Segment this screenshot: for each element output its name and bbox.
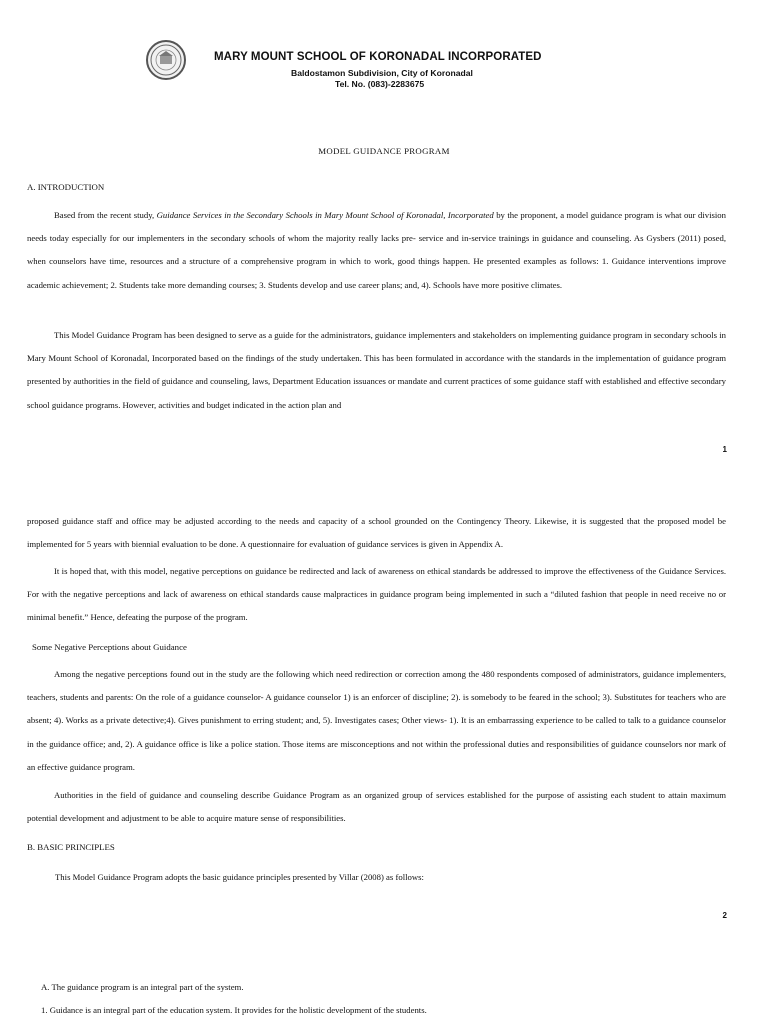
paragraph-basic-principles: This Model Guidance Program adopts the basic guidance principles presented by Villar (2008) as follows: [55, 872, 424, 882]
subheading-negative-perceptions: Some Negative Perceptions about Guidance [32, 642, 187, 652]
school-seal-icon [146, 40, 186, 80]
section-b-heading: B. BASIC PRINCIPLES [27, 842, 115, 852]
school-telephone: Tel. No. (083)-2283675 [335, 79, 425, 89]
intro-paragraph-1 [27, 204, 726, 297]
intro-p1-rest: by the proponent, a model guidance program is what our division needs today especially for our implementers in the secondary schools of whom the majority really lacks pre- service and in-service trainings in guidance and counseling. As Gysbers (2011) posed, when counselors have time, resources and a structure of a comprehensive program in which to work, good things happen. He presented examples as follows: 1. Guidance interventions improve academic achievement; 2. Students take more demanding courses; 3. Students develop and use career plans; and, 4). Schools have more positive climates. [27, 210, 726, 290]
section-a-heading: A. INTRODUCTION [27, 182, 105, 192]
school-name: MARY MOUNT SCHOOL OF KORONADAL INCORPORATED [214, 51, 542, 63]
page-number-1: 1 [722, 445, 727, 454]
intro-p1-lead: Based from the recent study, [54, 210, 157, 220]
paragraph-continued: proposed guidance staff and office may be adjusted according to the needs and capacity of a school grounded on the Contingency Theory. Likewise, it is suggested that the proposed model be implemented for 5 years with biennial evaluation to be done. A questionnaire for evaluation of guidance services is given in Appendix A. [27, 516, 726, 550]
school-address: Baldostamon Subdivision, City of Koronadal [291, 68, 473, 78]
paragraph-hope: It is hoped that, with this model, negative perceptions on guidance be redirected and lack of awareness on ethical standards be addressed to improve the effectiveness of the Guidance Services. For with the negative perceptions and lack of awareness on ethical standards cause malpractices in guidance program being implemented in such a “diluted fashion that people in need receive no or minimal benefit.” Hence, defeating the purpose of the program. [27, 566, 726, 623]
paragraph-negative-perceptions: Among the negative perceptions found out in the study are the following which need redirection or correction among the 480 respondents composed of administrators, guidance implementers, teachers, students and parents: On the role of a guidance counselor- A guidance counselor 1) is an enforcer of discipline; 2). is somebody to be feared in the school; 3). Substitutes for teachers who are absent; 4). Works as a private detective;4). Gives punishment to erring student; and, 5). Investigates cases; Other views- 1). It is an embarrassing experience to be called to talk to a guidance counselor in the guidance office; and, 2). A guidance office is like a police station. Those items are misconceptions and not within the professional duties and responsibilities of guidance counselors nor mark of an effective guidance program. [27, 669, 726, 772]
intro-paragraph-2: This Model Guidance Program has been designed to serve as a guide for the administrators, guidance implementers and stakeholders on implementing guidance program in secondary schools in Mary Mount School of Koronadal, Incorporated based on the findings of the study undertaken. This has been formulated in accordance with the standards in the implementation of guidance program presented by authorities in the field of guidance and counseling, laws, Department Education issuances or mandate and current practices of some guidance staff with established and effective secondary school guidance programs. However, activities and budget indicated in the action plan and [27, 330, 726, 410]
list-item-1: 1. Guidance is an integral part of the education system. It provides for the holistic development of the students. [41, 1005, 427, 1015]
document-title: MODEL GUIDANCE PROGRAM [318, 146, 450, 156]
list-item-a: A. The guidance program is an integral part of the system. [41, 982, 244, 992]
page-number-2: 2 [722, 911, 727, 920]
study-title: Guidance Services in the Secondary Schools in Mary Mount School of Koronadal, Incorporated [156, 210, 494, 220]
paragraph-authorities: Authorities in the field of guidance and counseling describe Guidance Program as an organized group of services established for the purpose of assisting each student to attain maximum potential development and adjustment to be able to acquire mature sense of responsibilities. [27, 790, 726, 824]
